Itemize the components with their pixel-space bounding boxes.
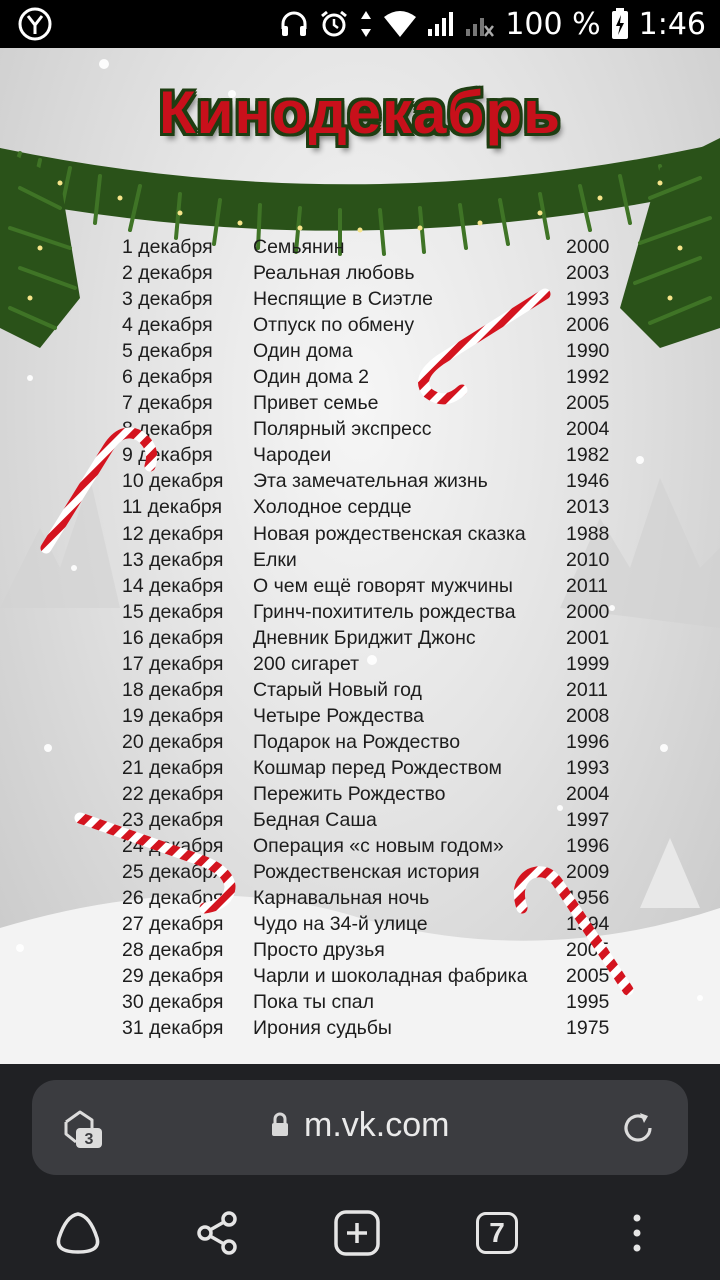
movie-title: 200 сигарет (253, 652, 360, 675)
movie-row (122, 911, 622, 937)
movie-date: 26 декабря (122, 887, 224, 910)
movie-year: 2005 (566, 939, 610, 962)
movie-year: 1988 (566, 522, 610, 545)
movie-row (122, 963, 622, 989)
movie-row (122, 989, 622, 1015)
movie-year: 2010 (566, 548, 610, 571)
movie-year: 2006 (566, 314, 610, 337)
tabs-count: 7 (489, 1217, 505, 1248)
movie-row (122, 729, 622, 755)
movie-row (122, 521, 622, 547)
movie-row (122, 442, 622, 468)
clock: 1:46 (638, 6, 706, 42)
movie-year: 1999 (566, 652, 610, 675)
movie-row (122, 755, 622, 781)
movie-title: Чудо на 34-й улице (253, 913, 428, 936)
menu-button[interactable] (612, 1208, 662, 1258)
movie-date: 1 декабря (122, 236, 213, 258)
movie-row (122, 547, 622, 573)
movie-date: 10 декабря (122, 470, 224, 493)
movie-row (122, 781, 622, 807)
movie-date: 3 декабря (122, 288, 213, 311)
movie-date: 14 декабря (122, 574, 224, 597)
movie-title: Кошмар перед Рождеством (253, 756, 502, 779)
movie-row (122, 677, 622, 703)
movie-year: 2004 (566, 418, 610, 441)
movie-title: Чарли и шоколадная фабрика (253, 965, 528, 988)
movie-title: Неспящие в Сиэтле (253, 288, 433, 311)
movie-year: 1996 (566, 835, 610, 858)
new-tab-button[interactable] (332, 1208, 382, 1258)
movie-title: Пока ты спал (253, 991, 374, 1014)
movie-title: Полярный экспресс (253, 418, 432, 441)
movie-title: Просто друзья (253, 939, 385, 962)
movie-year: 2005 (566, 965, 610, 988)
movie-row (122, 625, 622, 651)
movie-row (122, 494, 622, 520)
movie-year: 1990 (566, 340, 610, 363)
movie-date: 30 декабря (122, 991, 224, 1014)
movie-title: Семьянин (253, 236, 345, 258)
wifi-icon (383, 9, 417, 39)
protect-icon[interactable] (62, 1108, 106, 1150)
movie-date: 5 декабря (122, 340, 213, 363)
movie-title: Рождественская история (253, 861, 480, 884)
movie-title: Реальная любовь (253, 262, 415, 285)
movie-row (122, 364, 622, 390)
poster-image (0, 48, 720, 1064)
movie-date: 22 декабря (122, 782, 224, 805)
data-arrows-icon (359, 9, 373, 39)
poster-title: Кинодекабрь (158, 79, 562, 146)
movie-title: Пережить Рождество (253, 782, 446, 805)
movie-year: 2004 (566, 782, 610, 805)
movie-title: Новая рождественская сказка (253, 522, 526, 545)
movie-row (122, 859, 622, 885)
movie-row (122, 338, 622, 364)
movie-year: 2000 (566, 236, 610, 258)
movie-title: Операция «с новым годом» (253, 835, 504, 858)
movie-year: 1997 (566, 809, 610, 832)
movie-year: 1975 (566, 1017, 610, 1040)
menu-dots-icon (630, 1213, 644, 1253)
movie-title: Отпуск по обмену (253, 314, 415, 337)
signal-icon (427, 9, 455, 39)
movie-year: 1982 (566, 444, 610, 467)
movie-year: 2000 (566, 600, 610, 623)
bottom-nav (0, 1196, 720, 1266)
movie-title: Один дома 2 (253, 366, 369, 389)
movie-date: 6 декабря (122, 366, 213, 389)
movie-year: 1996 (566, 730, 610, 753)
battery-percent: 100 % (505, 6, 601, 42)
alarm-icon (319, 9, 349, 39)
movie-year: 2011 (566, 678, 608, 701)
share-button[interactable] (192, 1208, 242, 1258)
movie-year: 1992 (566, 366, 610, 389)
movie-title: Старый Новый год (253, 678, 422, 701)
movie-row (122, 416, 622, 442)
movie-year: 2009 (566, 861, 610, 884)
movie-year: 1994 (566, 913, 610, 936)
movie-title: Привет семье (253, 392, 379, 415)
movie-year: 2011 (566, 574, 608, 597)
movie-list (122, 234, 622, 1041)
tabs-icon (476, 1212, 518, 1254)
movie-date: 11 декабря (122, 496, 223, 519)
battery-charging-icon (611, 8, 629, 40)
movie-row (122, 234, 622, 260)
movie-title: Чародеи (253, 444, 332, 467)
movie-row (122, 260, 622, 286)
alice-button[interactable] (53, 1208, 103, 1258)
movie-date: 2 декабря (122, 262, 213, 285)
movie-row (122, 599, 622, 625)
movie-date: 13 декабря (122, 548, 224, 571)
movie-row (122, 390, 622, 416)
movie-title: Подарок на Рождество (253, 730, 461, 753)
movie-row (122, 312, 622, 338)
movie-title: Дневник Бриджит Джонс (253, 626, 476, 649)
movie-title: Гринч-похититель рождества (253, 600, 516, 623)
movie-date: 25 декабря (122, 861, 224, 884)
movie-date: 8 декабря (122, 418, 213, 441)
movie-date: 7 декабря (122, 392, 213, 415)
movie-row (122, 468, 622, 494)
movie-row (122, 833, 622, 859)
movie-title: Один дома (253, 340, 353, 363)
headphones-icon (279, 9, 309, 39)
movie-date: 29 декабря (122, 965, 224, 988)
movie-row (122, 651, 622, 677)
address-bar[interactable] (32, 1080, 688, 1175)
movie-date: 16 декабря (122, 626, 224, 649)
movie-year: 2003 (566, 262, 610, 285)
movie-date: 27 декабря (122, 913, 224, 936)
lock-icon (270, 1112, 290, 1138)
movie-date: 20 декабря (122, 730, 224, 753)
movie-row (122, 807, 622, 833)
movie-title: Карнавальная ночь (253, 887, 430, 910)
movie-date: 12 декабря (122, 522, 224, 545)
reload-icon[interactable] (620, 1110, 656, 1146)
shield-badge: 3 (84, 1131, 94, 1148)
movie-row (122, 1015, 622, 1041)
movie-title: О чем ещё говорят мужчины (253, 574, 513, 597)
movie-year: 2005 (566, 392, 610, 415)
new-tab-icon (333, 1209, 381, 1257)
movie-year: 1995 (566, 991, 610, 1014)
browser-toolbar (0, 1064, 720, 1280)
status-icons (279, 0, 706, 48)
movie-row (122, 286, 622, 312)
movie-year: 1956 (566, 887, 610, 910)
status-bar (0, 0, 720, 48)
share-icon (193, 1209, 241, 1257)
movie-title: Холодное сердце (253, 496, 412, 519)
movie-date: 19 декабря (122, 704, 224, 727)
movie-year: 2008 (566, 704, 610, 727)
movie-row (122, 937, 622, 963)
movie-row (122, 885, 622, 911)
movie-year: 2013 (566, 496, 610, 519)
movie-date: 21 декабря (122, 756, 224, 779)
movie-date: 28 декабря (122, 939, 224, 962)
movie-date: 31 декабря (122, 1017, 224, 1040)
movie-row (122, 573, 622, 599)
tabs-button[interactable] (472, 1208, 522, 1258)
movie-year: 2001 (566, 626, 610, 649)
movie-title: Эта замечательная жизнь (253, 470, 488, 493)
movie-date: 24 декабря (122, 835, 224, 858)
movie-date: 18 декабря (122, 678, 224, 701)
movie-title: Бедная Саша (253, 809, 377, 832)
url-text[interactable]: m.vk.com (304, 1106, 450, 1144)
movie-date: 17 декабря (122, 652, 224, 675)
movie-title: Елки (253, 548, 297, 571)
movie-date: 15 декабря (122, 600, 224, 623)
movie-date: 23 декабря (122, 809, 224, 832)
movie-year: 1993 (566, 288, 610, 311)
movie-title: Ирония судьбы (253, 1017, 392, 1040)
movie-date: 9 декабря (122, 444, 213, 467)
yandex-icon (18, 7, 52, 41)
movie-row (122, 703, 622, 729)
movie-year: 1946 (566, 470, 610, 493)
movie-date: 4 декабря (122, 314, 213, 337)
movie-title: Четыре Рождества (253, 704, 424, 727)
alice-icon (53, 1210, 103, 1256)
no-signal-icon (465, 9, 495, 39)
movie-year: 1993 (566, 756, 610, 779)
